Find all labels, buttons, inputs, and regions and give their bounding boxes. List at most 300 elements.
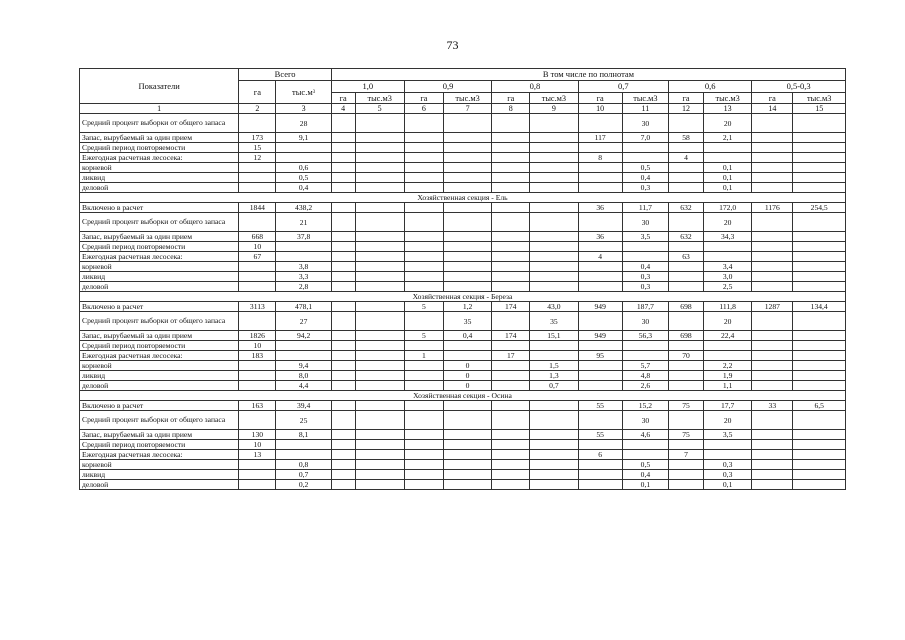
table-cell xyxy=(404,401,443,411)
row-label: деловой xyxy=(80,480,239,490)
table-cell xyxy=(752,361,793,371)
row-label: ликвид xyxy=(80,371,239,381)
row-label: Ежегодная расчетная лесосека: xyxy=(80,450,239,460)
table-cell: 30 xyxy=(622,114,668,133)
table-cell xyxy=(578,183,622,193)
table-cell xyxy=(752,114,793,133)
table-cell xyxy=(331,173,355,183)
table-cell: 698 xyxy=(669,331,704,341)
table-cell: 20 xyxy=(703,114,751,133)
table-cell xyxy=(703,450,751,460)
table-cell xyxy=(492,312,530,331)
table-cell xyxy=(669,381,704,391)
table-cell xyxy=(793,153,846,163)
table-cell: 25 xyxy=(276,411,332,430)
table-cell xyxy=(443,114,491,133)
indicators-header: Показатели xyxy=(80,69,239,104)
table-cell xyxy=(530,262,578,272)
table-cell: 4 xyxy=(669,153,704,163)
table-cell xyxy=(578,480,622,490)
table-cell xyxy=(752,480,793,490)
table-cell: 55 xyxy=(578,401,622,411)
table-cell: 0,1 xyxy=(703,480,751,490)
table-cell xyxy=(578,213,622,232)
table-cell: 1 xyxy=(404,351,443,361)
table-cell xyxy=(793,341,846,351)
table-cell xyxy=(404,341,443,351)
table-cell xyxy=(622,450,668,460)
table-cell xyxy=(443,470,491,480)
table-cell xyxy=(530,133,578,143)
table-cell: 4,8 xyxy=(622,371,668,381)
table-cell xyxy=(331,381,355,391)
table-cell xyxy=(239,163,276,173)
table-cell: 0,1 xyxy=(703,163,751,173)
unit-m3-header: тыс.м3 xyxy=(443,93,491,104)
table-cell xyxy=(404,361,443,371)
table-cell: 3,4 xyxy=(703,262,751,272)
table-cell xyxy=(443,351,491,361)
table-cell xyxy=(752,153,793,163)
table-cell xyxy=(492,341,530,351)
table-cell: 9,4 xyxy=(276,361,332,371)
table-cell: 0,2 xyxy=(276,480,332,490)
density-header: 0,7 xyxy=(578,81,668,93)
table-cell xyxy=(669,440,704,450)
table-cell xyxy=(443,232,491,242)
table-cell xyxy=(752,470,793,480)
table-cell: 15,2 xyxy=(622,401,668,411)
table-cell xyxy=(530,183,578,193)
table-cell: 111,8 xyxy=(703,302,751,312)
row-label: корневой xyxy=(80,361,239,371)
table-cell: 0 xyxy=(443,361,491,371)
table-cell xyxy=(492,183,530,193)
table-cell xyxy=(239,480,276,490)
table-cell xyxy=(355,262,404,272)
unit-m3-header: тыс.м3 xyxy=(622,93,668,104)
table-cell xyxy=(530,351,578,361)
table-cell: 0,5 xyxy=(622,460,668,470)
table-cell xyxy=(443,252,491,262)
table-cell xyxy=(355,351,404,361)
table-cell: 163 xyxy=(239,401,276,411)
table-cell xyxy=(793,272,846,282)
table-cell xyxy=(622,440,668,450)
table-cell xyxy=(578,163,622,173)
row-label: Средний процент выборки от общего запаса xyxy=(80,312,239,331)
row-label: Ежегодная расчетная лесосека: xyxy=(80,153,239,163)
column-number: 6 xyxy=(404,104,443,114)
table-cell xyxy=(355,361,404,371)
column-number: 15 xyxy=(793,104,846,114)
table-cell xyxy=(355,450,404,460)
table-cell xyxy=(404,282,443,292)
table-cell: 1,1 xyxy=(703,381,751,391)
table-cell: 117 xyxy=(578,133,622,143)
table-cell: 56,3 xyxy=(622,331,668,341)
table-cell xyxy=(752,163,793,173)
table-cell: 174 xyxy=(492,302,530,312)
table-cell xyxy=(793,252,846,262)
table-cell xyxy=(752,460,793,470)
row-label: корневой xyxy=(80,262,239,272)
unit-ha-header: га xyxy=(492,93,530,104)
table-cell xyxy=(669,470,704,480)
table-row xyxy=(80,430,846,440)
table-cell xyxy=(752,262,793,272)
section-title: Хозяйственная секция - Ель xyxy=(80,193,846,203)
table-cell xyxy=(492,401,530,411)
unit-ha-header: га xyxy=(752,93,793,104)
table-cell: 8,0 xyxy=(276,371,332,381)
table-cell xyxy=(703,440,751,450)
table-cell xyxy=(355,381,404,391)
table-cell xyxy=(331,331,355,341)
table-cell xyxy=(404,153,443,163)
table-row xyxy=(80,163,846,173)
by-density-header: В том числе по полнотам xyxy=(331,69,845,81)
row-label: Ежегодная расчетная лесосека: xyxy=(80,252,239,262)
table-cell xyxy=(669,282,704,292)
table-cell xyxy=(669,173,704,183)
table-cell xyxy=(331,401,355,411)
table-cell xyxy=(752,232,793,242)
table-cell xyxy=(404,450,443,460)
table-cell xyxy=(443,411,491,430)
table-row xyxy=(80,450,846,460)
table-cell xyxy=(492,133,530,143)
table-cell xyxy=(331,242,355,252)
table-cell xyxy=(793,331,846,341)
row-label: Запас, вырубаемый за один прием xyxy=(80,133,239,143)
table-cell xyxy=(239,470,276,480)
table-cell: 0,1 xyxy=(703,183,751,193)
row-label: Запас, вырубаемый за один прием xyxy=(80,232,239,242)
table-cell xyxy=(404,272,443,282)
row-label: Средний период повторяемости xyxy=(80,341,239,351)
unit-m3-header: тыс.м3 xyxy=(793,93,846,104)
table-cell: 5 xyxy=(404,302,443,312)
table-row xyxy=(80,272,846,282)
table-cell xyxy=(404,381,443,391)
table-cell xyxy=(355,232,404,242)
table-cell xyxy=(530,430,578,440)
table-cell xyxy=(530,232,578,242)
table-cell: 94,2 xyxy=(276,331,332,341)
table-cell xyxy=(331,470,355,480)
table-cell: 30 xyxy=(622,312,668,331)
table-cell: 3,3 xyxy=(276,272,332,282)
table-cell xyxy=(492,450,530,460)
row-label: Запас, вырубаемый за один прием xyxy=(80,430,239,440)
table-cell: 0,3 xyxy=(703,470,751,480)
table-cell xyxy=(276,440,332,450)
table-cell xyxy=(793,361,846,371)
table-cell: 4,4 xyxy=(276,381,332,391)
table-cell xyxy=(578,460,622,470)
table-cell xyxy=(578,341,622,351)
table-cell: 2,1 xyxy=(703,133,751,143)
table-cell xyxy=(331,460,355,470)
table-cell: 9,1 xyxy=(276,133,332,143)
table-cell xyxy=(752,341,793,351)
table-cell xyxy=(793,411,846,430)
row-label: Средний период повторяемости xyxy=(80,143,239,153)
column-number: 10 xyxy=(578,104,622,114)
table-cell xyxy=(793,163,846,173)
page-number: 73 xyxy=(446,38,459,52)
table-cell xyxy=(492,252,530,262)
row-label: Включено в расчет xyxy=(80,401,239,411)
column-number-row xyxy=(80,104,846,114)
table-cell: 75 xyxy=(669,430,704,440)
table-cell xyxy=(355,114,404,133)
table-cell xyxy=(355,133,404,143)
table-cell: 5 xyxy=(404,331,443,341)
table-cell: 36 xyxy=(578,203,622,213)
table-cell xyxy=(752,143,793,153)
table-cell xyxy=(404,430,443,440)
column-number: 4 xyxy=(331,104,355,114)
column-number: 2 xyxy=(239,104,276,114)
table-row xyxy=(80,312,846,331)
table-cell xyxy=(331,411,355,430)
table-cell xyxy=(578,272,622,282)
table-cell xyxy=(530,341,578,351)
table-cell xyxy=(331,361,355,371)
table-cell xyxy=(276,143,332,153)
table-cell xyxy=(239,381,276,391)
table-cell xyxy=(331,450,355,460)
table-cell xyxy=(331,480,355,490)
table-cell xyxy=(355,213,404,232)
density-header: 1,0 xyxy=(331,81,404,93)
table-cell xyxy=(669,213,704,232)
section-row xyxy=(80,193,846,203)
table-cell xyxy=(355,272,404,282)
table-cell xyxy=(492,440,530,450)
table-cell xyxy=(276,450,332,460)
table-cell xyxy=(703,153,751,163)
unit-ha-header: га xyxy=(331,93,355,104)
table-cell: 1,9 xyxy=(703,371,751,381)
table-cell xyxy=(793,312,846,331)
table-cell xyxy=(530,470,578,480)
table-row xyxy=(80,114,846,133)
table-cell xyxy=(793,282,846,292)
table-cell xyxy=(578,470,622,480)
table-row xyxy=(80,242,846,252)
table-cell: 15,1 xyxy=(530,331,578,341)
table-cell xyxy=(530,252,578,262)
table-cell xyxy=(752,183,793,193)
table-cell: 0,3 xyxy=(703,460,751,470)
table-cell xyxy=(239,173,276,183)
table-cell xyxy=(578,381,622,391)
table-cell: 20 xyxy=(703,411,751,430)
table-cell xyxy=(669,371,704,381)
table-cell xyxy=(355,252,404,262)
row-label: ликвид xyxy=(80,470,239,480)
table-row xyxy=(80,411,846,430)
table-cell xyxy=(331,440,355,450)
row-label: деловой xyxy=(80,381,239,391)
table-cell xyxy=(443,440,491,450)
table-row xyxy=(80,470,846,480)
table-row xyxy=(80,213,846,232)
table-cell xyxy=(669,341,704,351)
table-cell xyxy=(239,213,276,232)
table-cell: 8,1 xyxy=(276,430,332,440)
table-cell xyxy=(404,242,443,252)
row-label: Включено в расчет xyxy=(80,302,239,312)
table-cell xyxy=(492,430,530,440)
table-row xyxy=(80,252,846,262)
row-label: Включено в расчет xyxy=(80,203,239,213)
table-cell: 174 xyxy=(492,331,530,341)
table-row xyxy=(80,302,846,312)
table-cell xyxy=(492,242,530,252)
table-cell xyxy=(622,242,668,252)
table-cell: 0,4 xyxy=(622,262,668,272)
table-cell xyxy=(793,133,846,143)
table-cell xyxy=(578,143,622,153)
table-cell xyxy=(355,341,404,351)
row-label: Запас, вырубаемый за один прием xyxy=(80,331,239,341)
table-cell xyxy=(622,143,668,153)
table-cell: 0,3 xyxy=(622,183,668,193)
table-cell xyxy=(793,460,846,470)
table-cell xyxy=(355,470,404,480)
table-cell xyxy=(492,480,530,490)
table-cell xyxy=(530,203,578,213)
section-row xyxy=(80,292,846,302)
table-cell xyxy=(793,480,846,490)
table-cell xyxy=(492,381,530,391)
table-cell: 4,6 xyxy=(622,430,668,440)
table-cell xyxy=(530,440,578,450)
table-cell: 36 xyxy=(578,232,622,242)
row-label: Средний процент выборки от общего запаса xyxy=(80,213,239,232)
table-cell: 21 xyxy=(276,213,332,232)
table-row xyxy=(80,133,846,143)
table-cell xyxy=(404,312,443,331)
column-number: 8 xyxy=(492,104,530,114)
table-cell: 949 xyxy=(578,302,622,312)
table-cell: 0,8 xyxy=(276,460,332,470)
table-cell xyxy=(239,282,276,292)
table-cell xyxy=(443,341,491,351)
unit-ha-header: га xyxy=(669,93,704,104)
table-cell xyxy=(530,153,578,163)
table-cell xyxy=(703,252,751,262)
header-row-1 xyxy=(80,69,846,81)
table-cell xyxy=(239,361,276,371)
table-cell xyxy=(355,371,404,381)
table-row xyxy=(80,401,846,411)
table-cell xyxy=(443,282,491,292)
table-cell xyxy=(703,242,751,252)
table-cell xyxy=(703,143,751,153)
table-cell xyxy=(530,163,578,173)
table-cell: 95 xyxy=(578,351,622,361)
column-number: 14 xyxy=(752,104,793,114)
table-cell xyxy=(355,331,404,341)
table-cell: 35 xyxy=(443,312,491,331)
table-cell xyxy=(793,371,846,381)
table-cell xyxy=(239,371,276,381)
table-row xyxy=(80,440,846,450)
column-number: 13 xyxy=(703,104,751,114)
unit-ha-header: га xyxy=(404,93,443,104)
table-cell xyxy=(793,430,846,440)
table-cell xyxy=(530,450,578,460)
table-cell: 13 xyxy=(239,450,276,460)
table-cell xyxy=(793,262,846,272)
table-cell: 3,0 xyxy=(703,272,751,282)
table-cell: 33 xyxy=(752,401,793,411)
table-cell xyxy=(443,430,491,440)
table-cell xyxy=(404,460,443,470)
table-cell: 28 xyxy=(276,114,332,133)
table-cell xyxy=(355,460,404,470)
table-cell: 0,5 xyxy=(622,163,668,173)
table-cell xyxy=(578,114,622,133)
table-cell xyxy=(793,470,846,480)
table-cell xyxy=(355,440,404,450)
table-cell: 0,1 xyxy=(703,173,751,183)
section-title: Хозяйственная секция - Осина xyxy=(80,391,846,401)
row-label: корневой xyxy=(80,460,239,470)
table-cell xyxy=(752,242,793,252)
table-cell xyxy=(355,282,404,292)
table-cell xyxy=(331,302,355,312)
table-cell: 2,5 xyxy=(703,282,751,292)
table-cell xyxy=(530,401,578,411)
table-cell: 10 xyxy=(239,341,276,351)
column-number: 5 xyxy=(355,104,404,114)
row-label: Средний период повторяемости xyxy=(80,242,239,252)
table-cell xyxy=(752,282,793,292)
table-cell xyxy=(276,341,332,351)
table-cell xyxy=(578,282,622,292)
table-cell: 63 xyxy=(669,252,704,262)
table-cell: 0,1 xyxy=(622,480,668,490)
table-cell xyxy=(331,282,355,292)
table-cell xyxy=(492,232,530,242)
table-cell: 183 xyxy=(239,351,276,361)
table-cell xyxy=(793,242,846,252)
table-cell xyxy=(331,272,355,282)
table-cell xyxy=(404,262,443,272)
table-cell xyxy=(622,341,668,351)
table-cell: 3113 xyxy=(239,302,276,312)
column-number: 1 xyxy=(80,104,239,114)
table-cell xyxy=(331,430,355,440)
table-cell: 7,0 xyxy=(622,133,668,143)
table-row xyxy=(80,331,846,341)
table-cell: 172,0 xyxy=(703,203,751,213)
table-cell xyxy=(355,430,404,440)
row-label: Средний процент выборки от общего запаса xyxy=(80,411,239,430)
table-cell: 949 xyxy=(578,331,622,341)
table-cell: 0,6 xyxy=(276,163,332,173)
table-cell: 12 xyxy=(239,153,276,163)
column-number: 3 xyxy=(276,104,332,114)
table-cell xyxy=(492,411,530,430)
table-cell xyxy=(752,430,793,440)
